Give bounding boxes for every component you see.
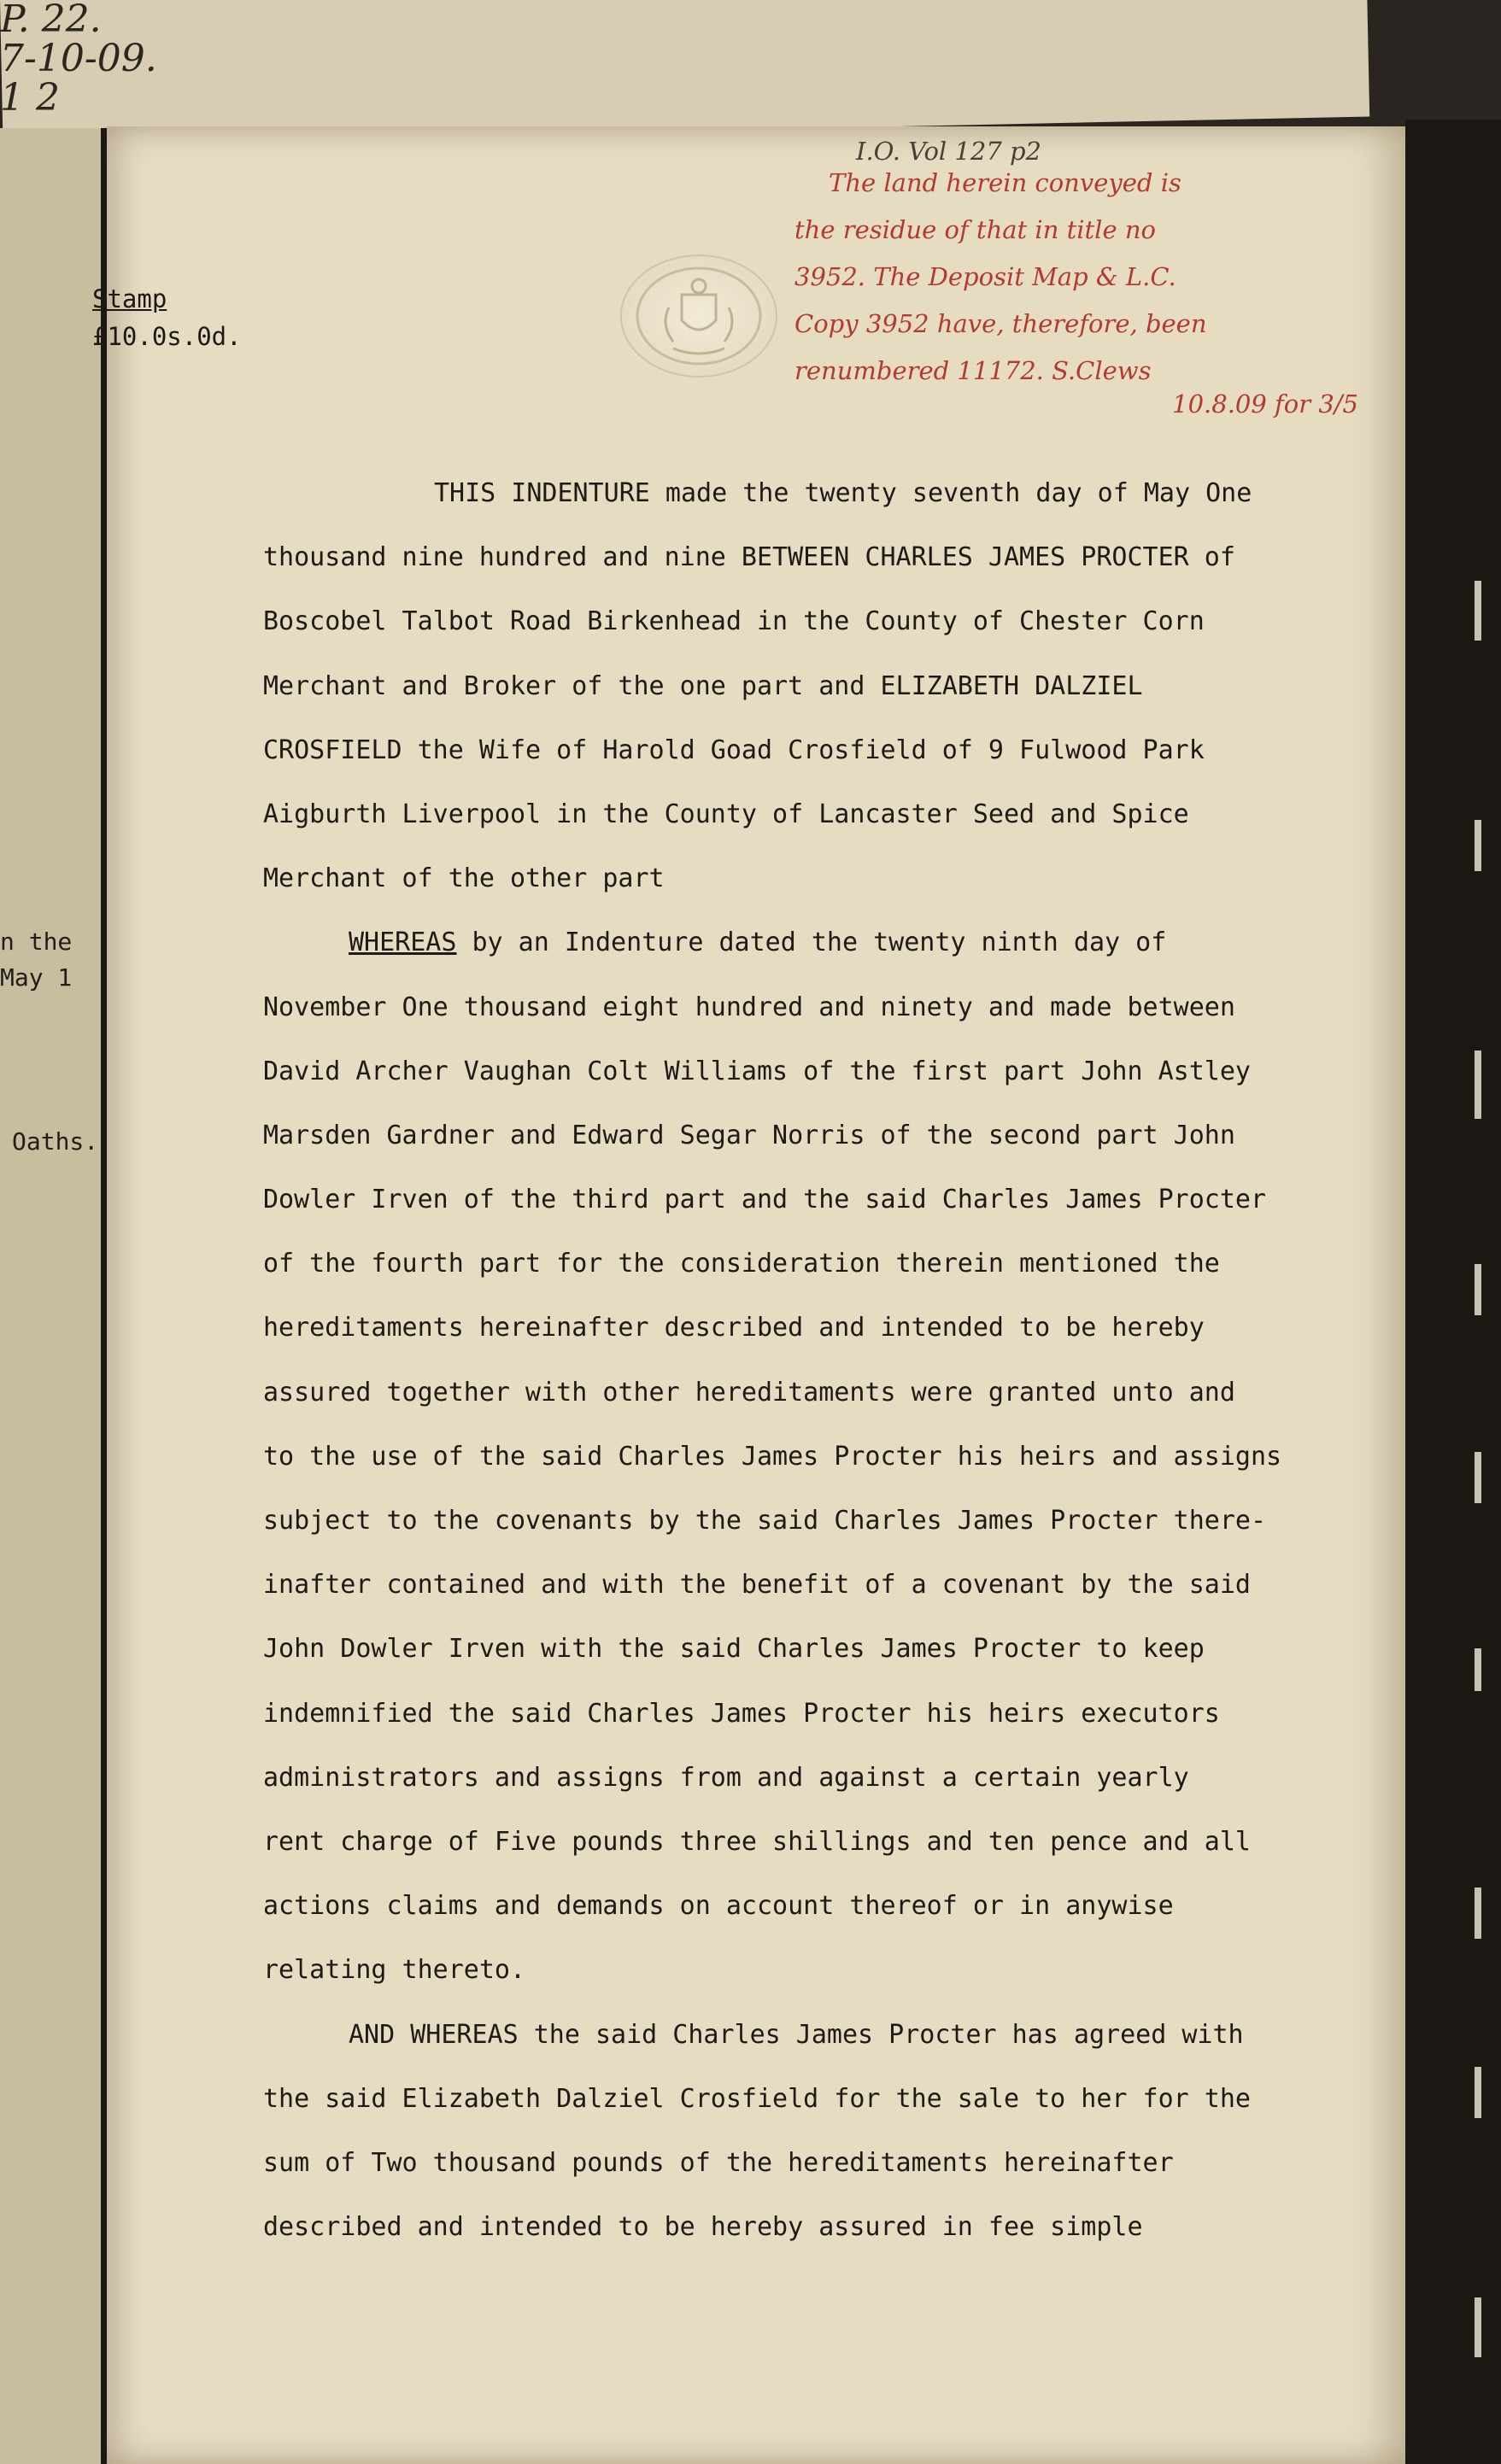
text-line (263, 910, 1391, 974)
annotation-date: 10.8.09 for 3/5 (1172, 389, 1358, 418)
text-line: Boscobel Talbot Road Birkenhead in the County of Chester Corn (263, 606, 1205, 637)
text-line: Marsden Gardner and Edward Segar Norris of the second part John (263, 1120, 1235, 1150)
text-line: thousand nine hundred and nine BETWEEN CHARLES JAMES PROCTER of (263, 542, 1235, 573)
text-line: November One thousand eight hundred and ninety and made between (263, 992, 1235, 1022)
text-line: David Archer Vaughan Colt Williams of the first part John Astley (263, 1056, 1251, 1086)
margin-fragment: Oaths. (12, 1127, 99, 1156)
binding-tick (1475, 1051, 1481, 1119)
text-line: described and intended to be hereby assured in fee simple (263, 2212, 1143, 2243)
stamp-amount: £10.0s.0d. (92, 322, 242, 351)
text-line: THIS INDENTURE made the twenty seventh day of May One (434, 478, 1252, 508)
corner-note-line: 7-10-09. (0, 37, 157, 80)
text-line: to the use of the said Charles James Procter his heirs and assigns (263, 1441, 1282, 1472)
binding-tick (1475, 2067, 1481, 2118)
annotation-line: renumbered 11172. S.Clews (794, 356, 1152, 385)
embossed-seal (622, 256, 776, 376)
text-line: subject to the covenants by the said Charles James Procter there- (263, 1506, 1266, 1536)
text-line: Aigburth Liverpool in the County of Lancaster Seed and Spice (263, 799, 1189, 829)
handwritten-annotation (794, 128, 1393, 428)
text-line: actions claims and demands on account thereof or in anywise (263, 1891, 1174, 1922)
stamp-duty (92, 280, 242, 355)
stamp-label: Stamp (92, 284, 167, 313)
text-line: Dowler Irven of the third part and the said Charles James Procter (263, 1185, 1266, 1215)
annotation-reference: I.O. Vol 127 p2 (856, 137, 1042, 166)
whereas-heading: WHEREAS (349, 928, 457, 958)
binding-tick (1475, 1888, 1481, 1939)
text-line: hereditaments hereinafter described and intended to be hereby (263, 1313, 1205, 1343)
coat-of-arms-icon (622, 256, 776, 376)
binding-tick (1475, 581, 1481, 641)
binding-tick (1475, 1648, 1481, 1691)
annotation-line: The land herein conveyed is (829, 168, 1181, 197)
binding-edge (1405, 120, 1501, 2464)
annotation-line: the residue of that in title no (794, 215, 1156, 244)
text-line: indemnified the said Charles James Procter his heirs executors (263, 1698, 1220, 1729)
text-line: Merchant of the other part (263, 863, 665, 894)
annotation-line: Copy 3952 have, therefore, been (794, 309, 1207, 338)
text-line: CROSFIELD the Wife of Harold Goad Crosfield of 9 Fulwood Park (263, 735, 1205, 765)
text-line: John Dowler Irven with the said Charles James Procter to keep (263, 1634, 1205, 1665)
corner-note-line: P. 22. (0, 0, 102, 41)
underlying-sheet (0, 0, 1369, 145)
text-line: the said Elizabeth Dalziel Crosfield for the sale to her for the (263, 2083, 1251, 2114)
binding-tick (1475, 820, 1481, 871)
text-line: inafter contained and with the benefit of a covenant by the said (263, 1570, 1251, 1601)
binding-tick (1475, 1452, 1481, 1503)
text-line: rent charge of Five pounds three shillings and ten pence and all (263, 1826, 1251, 1857)
text-line: sum of Two thousand pounds of the hereditaments hereinafter (263, 2147, 1174, 2178)
text-line: AND WHEREAS the said Charles James Procter has agreed with (349, 2019, 1244, 2050)
margin-fragment: May 1 (0, 963, 73, 992)
text-line: assured together with other hereditaments were granted unto and (263, 1377, 1235, 1408)
binding-tick (1475, 1264, 1481, 1315)
corner-note-line: 1 2 (0, 76, 60, 120)
document-body (263, 461, 1391, 2259)
text-line: relating thereto. (263, 1955, 526, 1986)
text-line: administrators and assigns from and against a certain yearly (263, 1762, 1189, 1793)
annotation-line: 3952. The Deposit Map & L.C. (794, 262, 1176, 291)
margin-fragment: n the (0, 928, 73, 956)
corner-note (0, 0, 157, 118)
text-line: Merchant and Broker of the one part and ELIZABETH DALZIEL (263, 670, 1143, 701)
binding-tick (1475, 2297, 1481, 2357)
text-fragment: by an Indenture dated the twenty ninth day of (456, 928, 1167, 958)
adjacent-page (0, 128, 101, 2464)
text-line: of the fourth part for the consideration therein mentioned the (263, 1249, 1220, 1279)
